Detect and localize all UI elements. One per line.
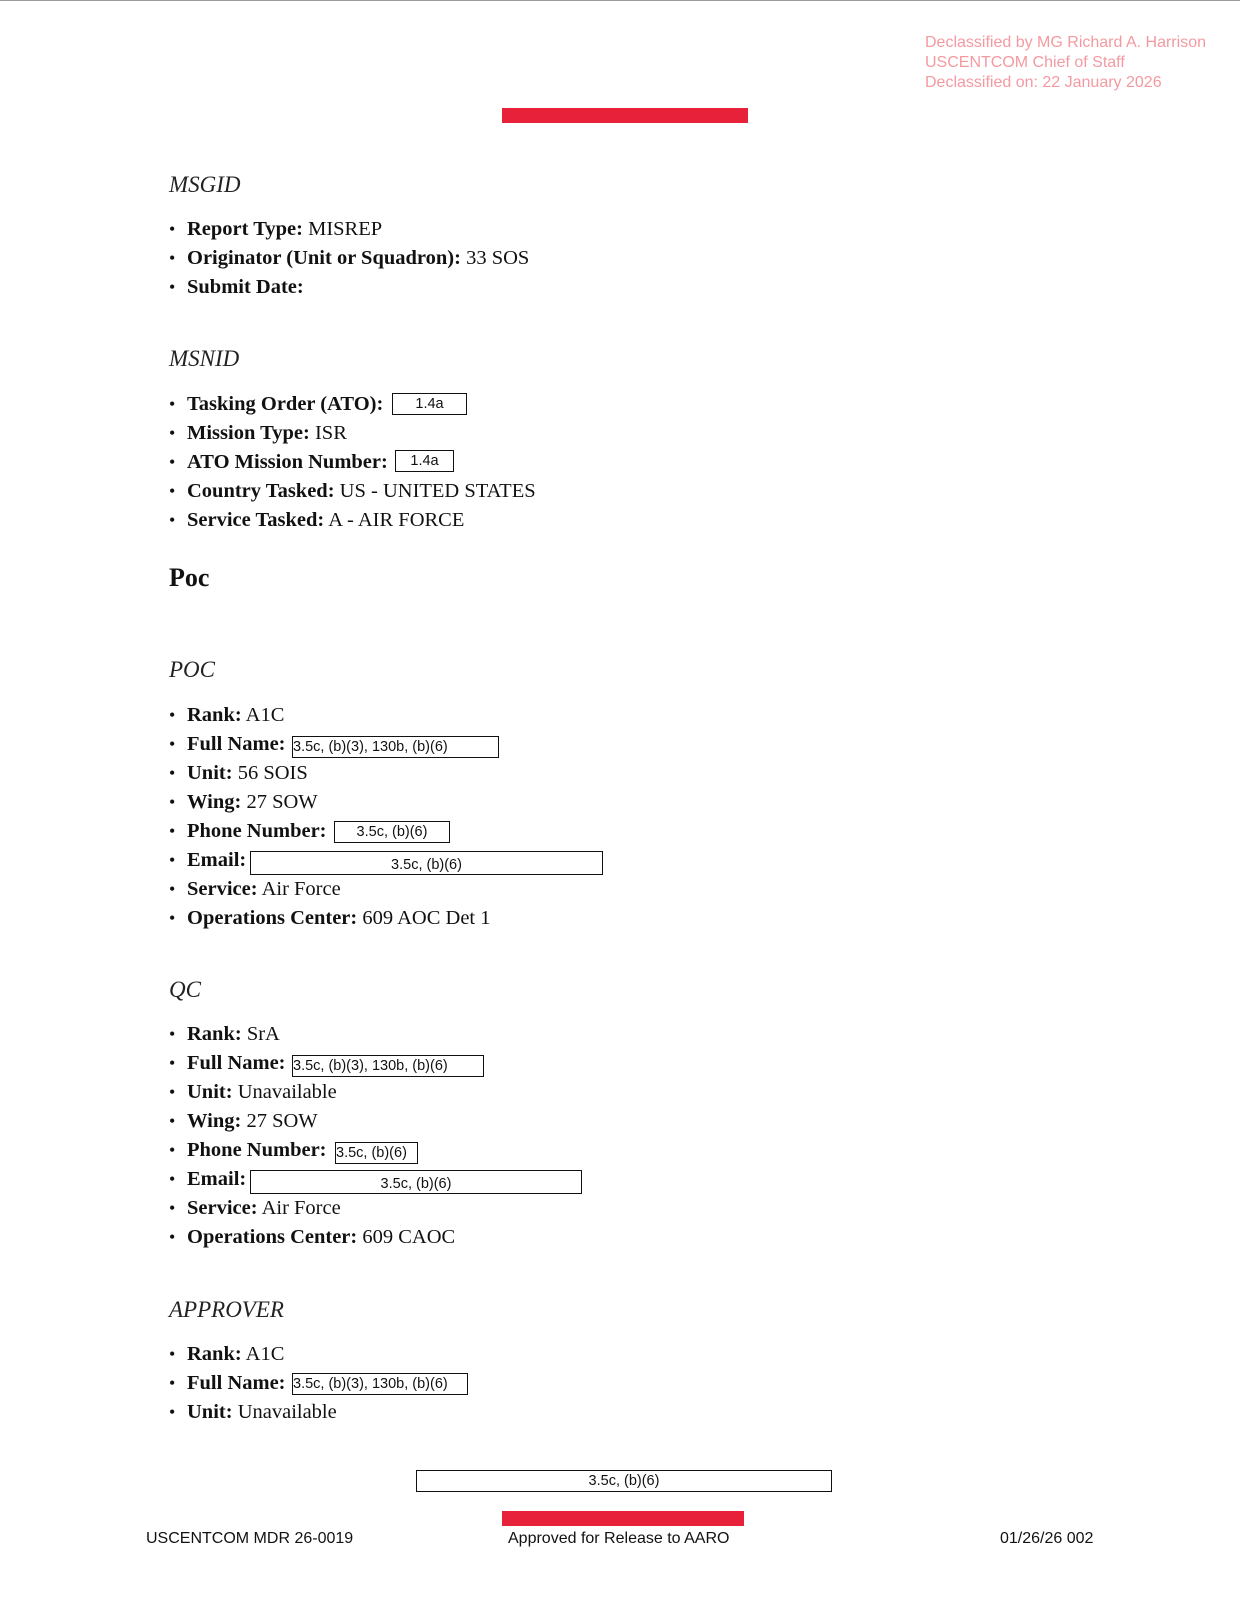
field-label: Email: bbox=[187, 849, 247, 871]
declassification-stamp bbox=[925, 33, 1206, 93]
field-label: Service: bbox=[187, 878, 258, 900]
field-label: Unit: bbox=[187, 1401, 233, 1423]
declass-line-3: Declassified on: 22 January 2026 bbox=[925, 74, 1162, 91]
footer-case-number: USCENTCOM MDR 26-0019 bbox=[146, 1530, 354, 1547]
redaction-box-bottom: 3.5c, (b)(6) bbox=[416, 1470, 832, 1492]
field-label: Full Name: bbox=[187, 1372, 286, 1394]
field-value: A1C bbox=[241, 704, 285, 726]
field-value: MISREP bbox=[302, 218, 383, 240]
msgid-title: MSGID bbox=[169, 172, 241, 197]
msnid-title: MSNID bbox=[169, 346, 240, 371]
field-unit bbox=[169, 1078, 455, 1107]
footer-page-id: 01/26/26 002 bbox=[1000, 1530, 1094, 1547]
field-ato-mission-number bbox=[169, 448, 536, 477]
field-submit-date bbox=[169, 273, 529, 302]
field-value: US - UNITED STATES bbox=[334, 480, 536, 502]
field-label: Mission Type: bbox=[187, 422, 310, 444]
field-label: Full Name: bbox=[187, 1052, 286, 1074]
field-label: Wing: bbox=[187, 791, 242, 813]
field-label: Service: bbox=[187, 1197, 258, 1219]
field-value: 609 CAOC bbox=[357, 1226, 456, 1248]
field-value: Air Force bbox=[257, 1197, 341, 1219]
field-label: Operations Center: bbox=[187, 907, 358, 929]
field-value: SrA bbox=[241, 1023, 280, 1045]
footer-release-statement: Approved for Release to AARO bbox=[508, 1530, 730, 1547]
redaction-box-poc-full-name: 3.5c, (b)(3), 130b, (b)(6) bbox=[292, 736, 499, 758]
field-value: 27 SOW bbox=[241, 1110, 318, 1132]
field-value: 609 AOC Det 1 bbox=[357, 907, 491, 929]
field-operations-center bbox=[169, 1223, 455, 1252]
field-tasking-order bbox=[169, 390, 536, 419]
field-label: Submit Date: bbox=[187, 276, 304, 298]
field-report-type bbox=[169, 215, 529, 244]
field-rank bbox=[169, 1020, 455, 1049]
redaction-box-poc-phone: 3.5c, (b)(6) bbox=[334, 821, 450, 843]
field-service bbox=[169, 1194, 455, 1223]
field-label: ATO Mission Number: bbox=[187, 451, 388, 473]
qc-title: QC bbox=[169, 977, 201, 1002]
msgid-fields bbox=[169, 215, 529, 302]
field-label: Email: bbox=[187, 1168, 247, 1190]
field-unit bbox=[169, 759, 490, 788]
field-label: Unit: bbox=[187, 762, 233, 784]
classification-bar-top bbox=[502, 108, 748, 123]
msnid-fields bbox=[169, 390, 536, 535]
field-value: Unavailable bbox=[232, 1401, 337, 1423]
field-service bbox=[169, 875, 490, 904]
field-label: Tasking Order (ATO): bbox=[187, 393, 384, 415]
field-value: 56 SOIS bbox=[232, 762, 308, 784]
page-top-border bbox=[0, 0, 1240, 1]
redaction-box-approver-full-name: 3.5c, (b)(3), 130b, (b)(6) bbox=[292, 1373, 468, 1395]
classification-bar-bottom bbox=[502, 1511, 744, 1526]
field-label: Wing: bbox=[187, 1110, 242, 1132]
field-label: Operations Center: bbox=[187, 1226, 358, 1248]
declass-line-1: Declassified by MG Richard A. Harrison bbox=[925, 34, 1206, 51]
field-wing bbox=[169, 1107, 455, 1136]
poc-heading: Poc bbox=[169, 563, 210, 592]
field-mission-type bbox=[169, 419, 536, 448]
field-value: ISR bbox=[309, 422, 347, 444]
field-label: Phone Number: bbox=[187, 820, 327, 842]
field-rank bbox=[169, 1340, 337, 1369]
field-label: Full Name: bbox=[187, 733, 286, 755]
field-value: 33 SOS bbox=[460, 247, 530, 269]
redaction-box-qc-full-name: 3.5c, (b)(3), 130b, (b)(6) bbox=[292, 1055, 484, 1077]
field-service-tasked bbox=[169, 506, 536, 535]
field-label: Unit: bbox=[187, 1081, 233, 1103]
field-label: Rank: bbox=[187, 1023, 242, 1045]
declass-line-2: USCENTCOM Chief of Staff bbox=[925, 54, 1125, 71]
field-label: Report Type: bbox=[187, 218, 303, 240]
field-label: Originator (Unit or Squadron): bbox=[187, 247, 461, 269]
redaction-box-qc-phone: 3.5c, (b)(6) bbox=[335, 1142, 418, 1164]
field-unit bbox=[169, 1398, 337, 1427]
redaction-box-ato-mission-number: 1.4a bbox=[395, 450, 454, 472]
field-value: A1C bbox=[241, 1343, 285, 1365]
field-label: Rank: bbox=[187, 1343, 242, 1365]
field-label: Service Tasked: bbox=[187, 509, 325, 531]
redaction-box-tasking-order: 1.4a bbox=[392, 393, 467, 415]
field-rank bbox=[169, 701, 490, 730]
field-value: 27 SOW bbox=[241, 791, 318, 813]
redaction-box-poc-email: 3.5c, (b)(6) bbox=[250, 851, 603, 875]
field-wing bbox=[169, 788, 490, 817]
field-value: Unavailable bbox=[232, 1081, 337, 1103]
approver-title: APPROVER bbox=[169, 1297, 284, 1322]
redaction-box-qc-email: 3.5c, (b)(6) bbox=[250, 1170, 582, 1194]
field-originator bbox=[169, 244, 529, 273]
field-label: Phone Number: bbox=[187, 1139, 327, 1161]
field-operations-center bbox=[169, 904, 490, 933]
field-value: A - AIR FORCE bbox=[324, 509, 465, 531]
field-country-tasked bbox=[169, 477, 536, 506]
field-label: Country Tasked: bbox=[187, 480, 335, 502]
field-value: Air Force bbox=[257, 878, 341, 900]
field-label: Rank: bbox=[187, 704, 242, 726]
poc-title: POC bbox=[169, 657, 215, 682]
